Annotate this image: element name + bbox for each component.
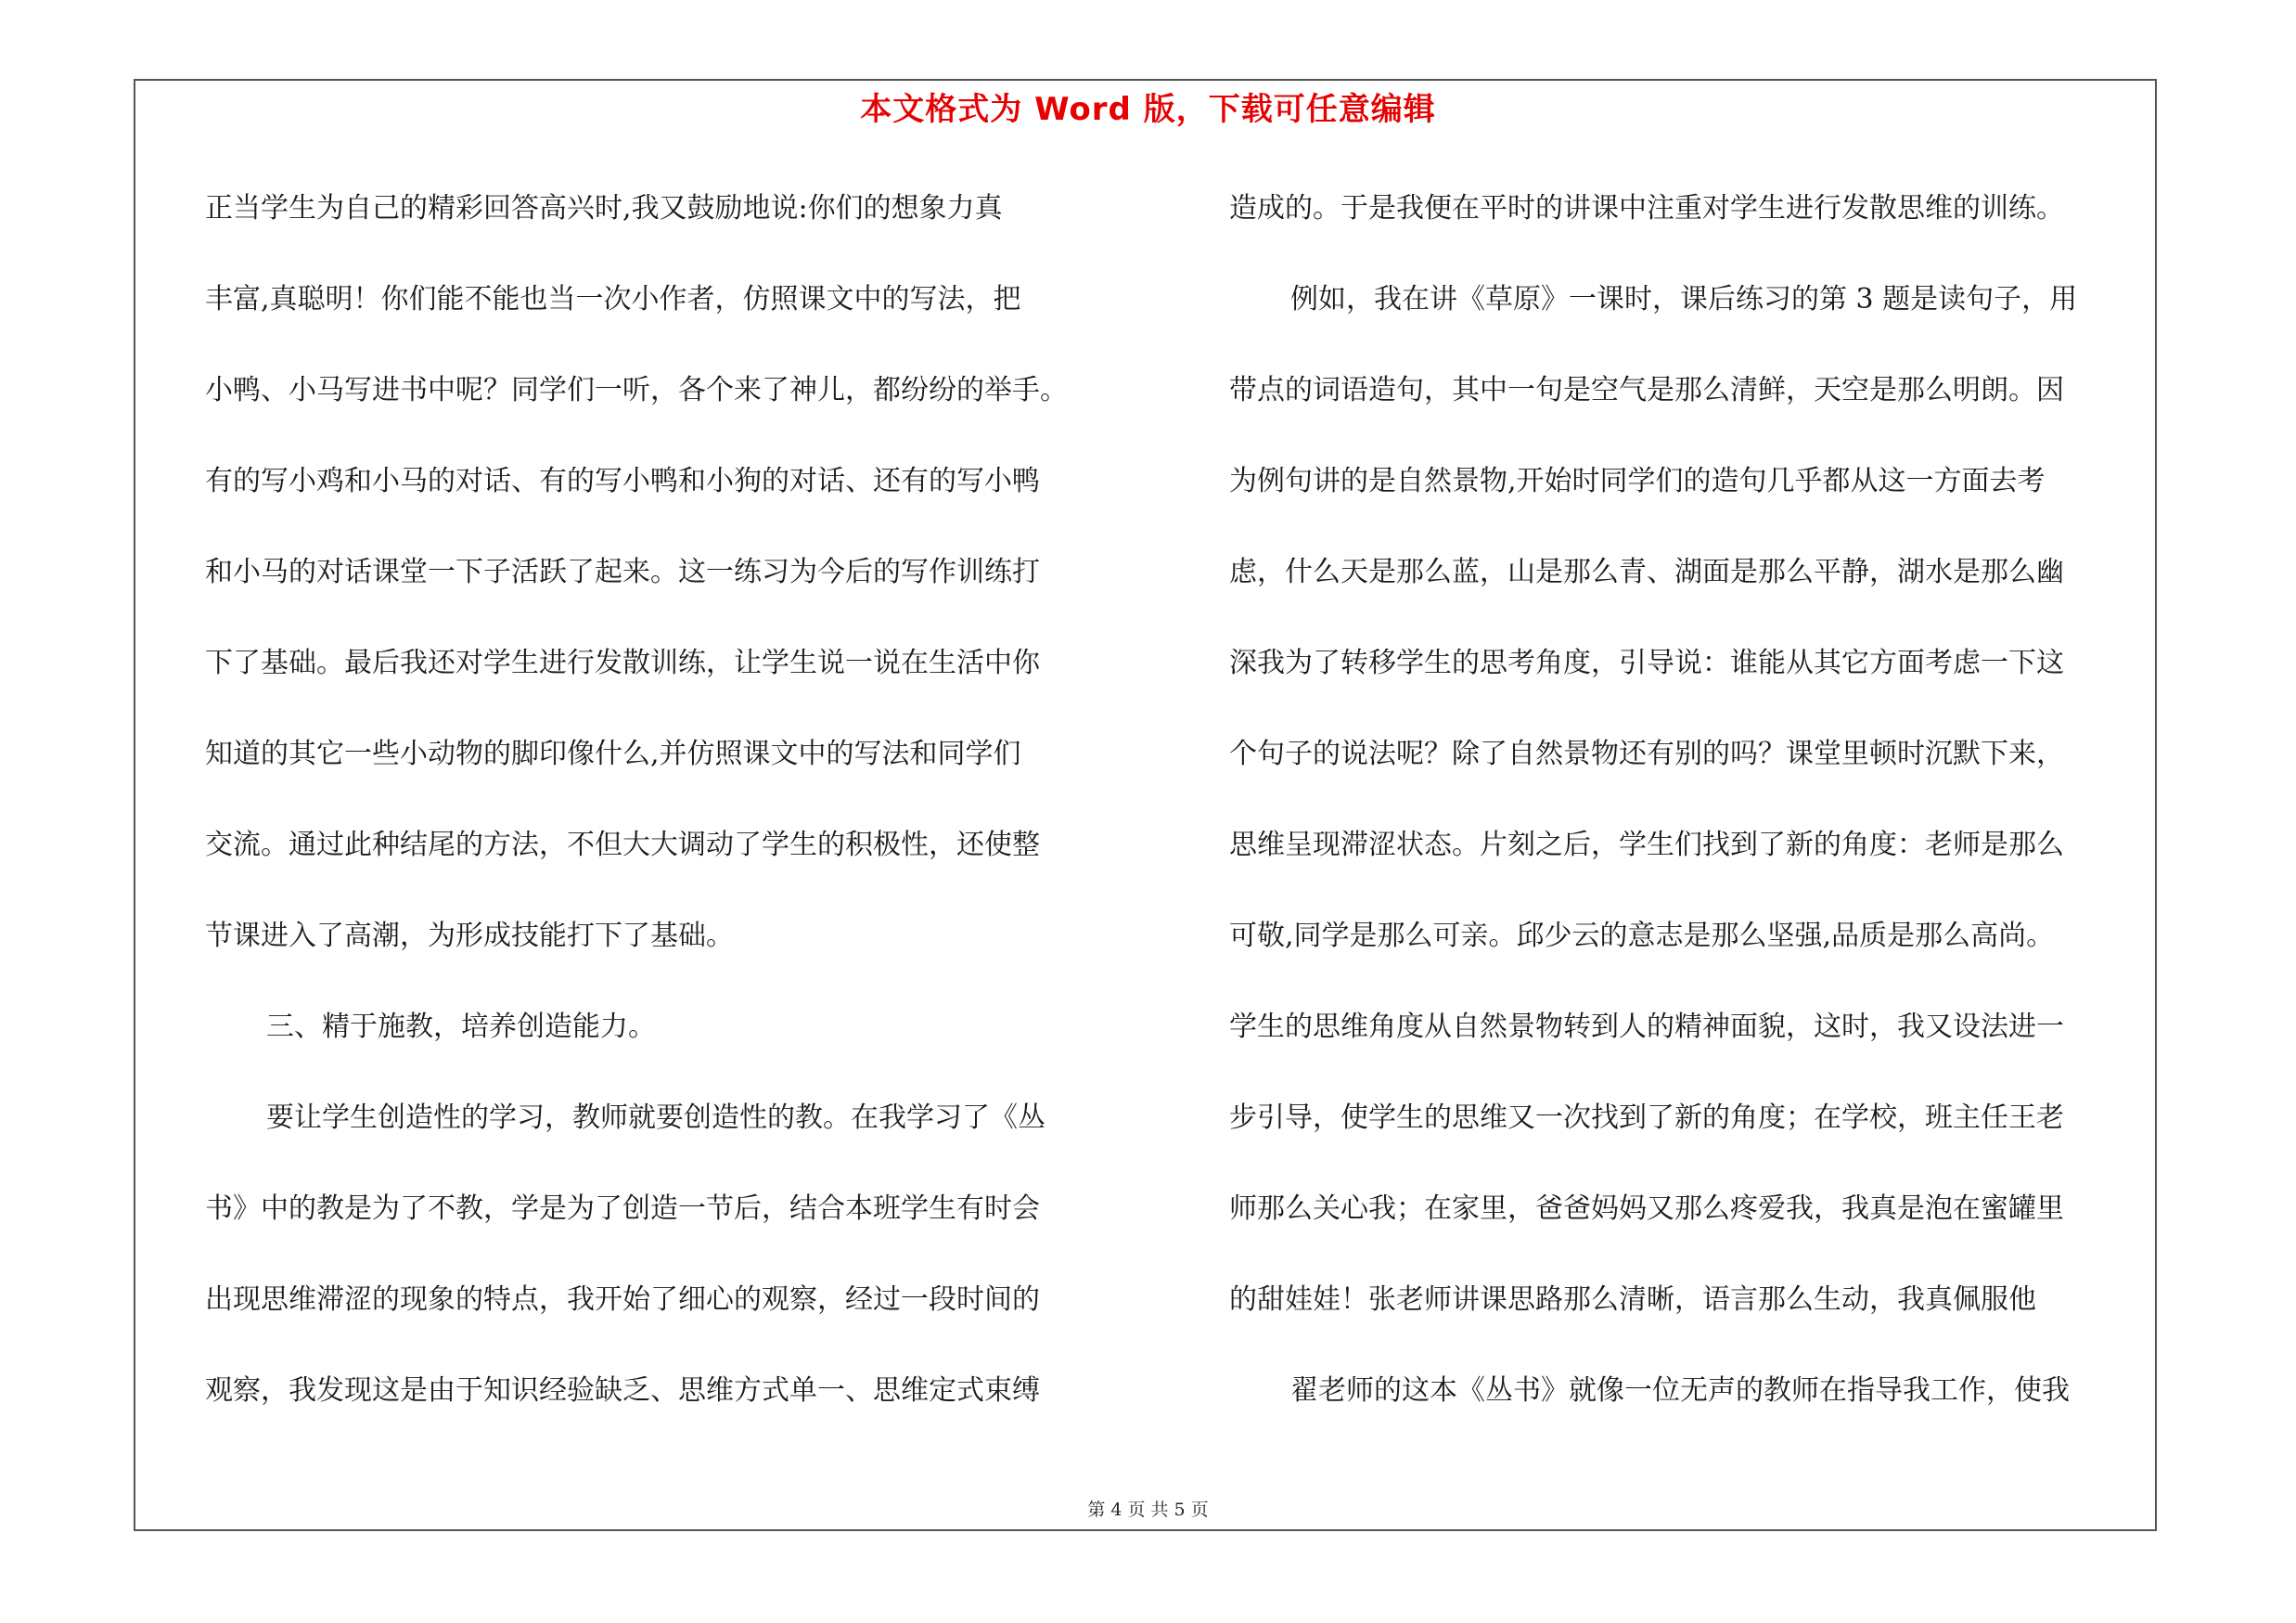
text-line: 交流。通过此种结尾的方法，不但大大调动了学生的积极性，还使整: [205, 829, 1040, 861]
text-line: 可敬,同学是那么可亲。邱少云的意志是那么坚强,品质是那么高尚。: [1229, 920, 2055, 952]
text-line: 师那么关心我；在家里，爸爸妈妈又那么疼爱我，我真是泡在蜜罐里: [1229, 1192, 2064, 1225]
text-line: 带点的词语造句，其中一句是空气是那么清鲜，天空是那么明朗。因: [1229, 374, 2064, 406]
text-line: 丰富,真聪明！你们能不能也当一次小作者，仿照课文中的写法，把: [205, 283, 1021, 316]
text-line: 例如，我在讲《草原》一课时，课后练习的第 3 题是读句子，用: [1290, 283, 2078, 316]
text-line: 虑，什么天是那么蓝，山是那么青、湖面是那么平静，湖水是那么幽: [1229, 556, 2064, 588]
left-column: [205, 181, 1123, 1454]
text-line: 的甜娃娃！张老师讲课思路那么清晰，语言那么生动，我真佩服他: [1229, 1283, 2036, 1316]
text-line: 知道的其它一些小动物的脚印像什么,并仿照课文中的写法和同学们: [205, 738, 1021, 770]
text-line: 和小马的对话课堂一下子活跃了起来。这一练习为今后的写作训练打: [205, 556, 1040, 588]
text-line: 下了基础。最后我还对学生进行发散训练，让学生说一说在生活中你: [205, 647, 1040, 679]
text-line: 个句子的说法呢？除了自然景物还有别的吗？课堂里顿时沉默下来，: [1229, 738, 2064, 770]
right-column: [1229, 181, 2148, 1454]
text-line: 节课进入了高潮，为形成技能打下了基础。: [205, 920, 734, 952]
text-line: 小鸭、小马写进书中呢？同学们一听，各个来了神儿，都纷纷的举手。: [205, 374, 1068, 406]
text-line: 造成的。于是我便在平时的讲课中注重对学生进行发散思维的训练。: [1229, 192, 2064, 225]
text-line: 正当学生为自己的精彩回答高兴时,我又鼓励地说:你们的想象力真: [205, 192, 1003, 225]
text-line: 观察，我发现这是由于知识经验缺乏、思维方式单一、思维定式束缚: [205, 1374, 1040, 1407]
text-line: 深我为了转移学生的思考角度，引导说：谁能从其它方面考虑一下这: [1229, 647, 2064, 679]
text-line: 学生的思维角度从自然景物转到人的精神面貌，这时，我又设法进一: [1229, 1011, 2064, 1043]
page-number-footer: 第 4 页 共 5 页: [1087, 1500, 1209, 1520]
text-line: 出现思维滞涩的现象的特点，我开始了细心的观察，经过一段时间的: [205, 1283, 1040, 1316]
text-line: 思维呈现滞涩状态。片刻之后，学生们找到了新的角度：老师是那么: [1229, 829, 2064, 861]
text-line: 有的写小鸡和小马的对话、有的写小鸭和小狗的对话、还有的写小鸭: [205, 465, 1040, 497]
format-notice-banner: 本文格式为 Word 版，下载可任意编辑: [860, 91, 1436, 128]
text-line: 为例句讲的是自然景物,开始时同学们的造句几乎都从这一方面去考: [1229, 465, 2046, 497]
text-line: 步引导，使学生的思维又一次找到了新的角度；在学校，班主任王老: [1229, 1101, 2064, 1134]
section-heading: 三、精于施教，培养创造能力。: [266, 1011, 656, 1043]
text-line: 书》中的教是为了不教，学是为了创造一节后，结合本班学生有时会: [205, 1192, 1040, 1225]
text-line: 翟老师的这本《丛书》就像一位无声的教师在指导我工作，使我: [1290, 1374, 2070, 1407]
text-line: 要让学生创造性的学习，教师就要创造性的教。在我学习了《丛: [266, 1101, 1045, 1134]
